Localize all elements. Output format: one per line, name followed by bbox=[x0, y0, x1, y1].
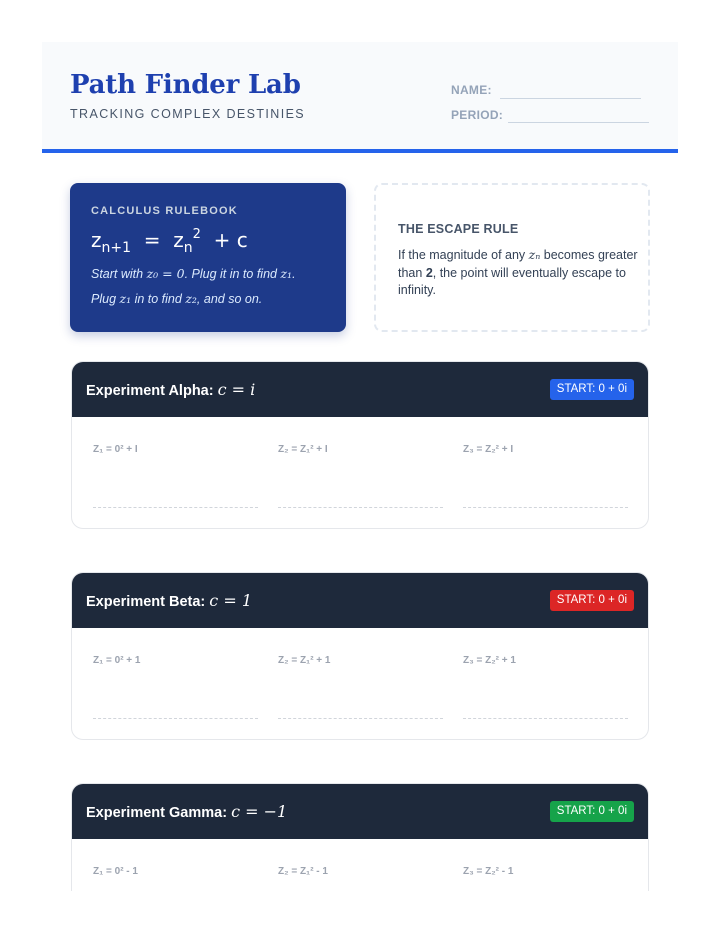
rulebook-card bbox=[70, 183, 346, 332]
experiment-constant: c = i bbox=[217, 380, 256, 399]
start-badge: START: 0 + 0i bbox=[550, 801, 634, 822]
formula-equals: = bbox=[143, 228, 161, 252]
escape-rule-card bbox=[374, 183, 650, 332]
note-math: z₂ bbox=[185, 291, 197, 306]
name-field[interactable] bbox=[500, 98, 641, 99]
iteration-formula bbox=[91, 227, 248, 256]
escape-text: , the point will eventually escape to infinity. bbox=[398, 265, 626, 297]
formula-sub-lhs: n+1 bbox=[101, 240, 132, 256]
step-2-answer-line[interactable] bbox=[278, 718, 443, 719]
note-math: z₁ bbox=[280, 266, 293, 281]
step-1-answer-line[interactable] bbox=[93, 507, 258, 508]
start-badge: START: 0 + 0i bbox=[550, 590, 634, 611]
step-3-answer-line[interactable] bbox=[463, 718, 628, 719]
experiment-constant: c = −1 bbox=[231, 802, 288, 821]
experiment-alpha-card bbox=[71, 361, 649, 529]
experiment-gamma-card bbox=[71, 783, 649, 891]
rulebook-note-line1 bbox=[91, 266, 296, 281]
step-2-label: Z₂ = Z₁² + I bbox=[278, 444, 328, 455]
note-text: in to find bbox=[131, 292, 186, 306]
step-3-label: Z₃ = Z₂² + 1 bbox=[463, 655, 516, 666]
note-text: Plug bbox=[91, 292, 120, 306]
step-3-label: Z₃ = Z₂² - 1 bbox=[463, 866, 514, 877]
experiment-name: Experiment Alpha: bbox=[86, 383, 214, 399]
note-text: . Plug it in to find bbox=[184, 267, 281, 281]
step-3-label: Z₃ = Z₂² + I bbox=[463, 444, 514, 455]
note-text: . bbox=[292, 267, 296, 281]
experiment-title bbox=[86, 802, 287, 821]
experiment-header bbox=[72, 362, 648, 417]
name-label: NAME: bbox=[451, 83, 492, 97]
page-title: Path Finder Lab bbox=[70, 70, 301, 100]
escape-rule-text bbox=[398, 246, 638, 300]
step-1-label: Z₁ = 0² - 1 bbox=[93, 866, 138, 877]
step-1-label: Z₁ = 0² + 1 bbox=[93, 655, 141, 666]
step-3-answer-line[interactable] bbox=[463, 507, 628, 508]
formula-z-lhs: z bbox=[91, 228, 102, 252]
experiment-title bbox=[86, 591, 252, 610]
step-2-label: Z₂ = Z₁² + 1 bbox=[278, 655, 331, 666]
experiment-constant: c = 1 bbox=[209, 591, 253, 610]
note-math: z₁ bbox=[119, 291, 132, 306]
rulebook-note-line2 bbox=[91, 291, 262, 306]
escape-threshold: 2 bbox=[425, 265, 433, 280]
note-text: , and so on. bbox=[196, 292, 263, 306]
experiment-header bbox=[72, 573, 648, 628]
note-math: z₀ = 0 bbox=[146, 266, 185, 281]
experiment-beta-card bbox=[71, 572, 649, 740]
escape-math: zₙ bbox=[528, 247, 541, 262]
step-1-answer-line[interactable] bbox=[93, 718, 258, 719]
escape-rule-title: THE ESCAPE RULE bbox=[398, 222, 519, 236]
step-2-label: Z₂ = Z₁² - 1 bbox=[278, 866, 328, 877]
experiment-name: Experiment Beta: bbox=[86, 594, 206, 610]
note-text: Start with bbox=[91, 267, 147, 281]
experiment-title bbox=[86, 380, 255, 399]
start-badge: START: 0 + 0i bbox=[550, 379, 634, 400]
experiment-name: Experiment Gamma: bbox=[86, 805, 228, 821]
formula-sub-rhs: n bbox=[183, 240, 193, 256]
formula-exponent: 2 bbox=[192, 227, 201, 242]
worksheet-header bbox=[42, 42, 678, 153]
escape-text: If the magnitude of any bbox=[398, 248, 529, 262]
experiment-header bbox=[72, 784, 648, 839]
formula-plus-c: + c bbox=[213, 228, 248, 252]
step-1-label: Z₁ = 0² + I bbox=[93, 444, 138, 455]
formula-z-rhs: z bbox=[173, 228, 184, 252]
step-2-answer-line[interactable] bbox=[278, 507, 443, 508]
period-label: PERIOD: bbox=[451, 108, 504, 122]
page-subtitle: TRACKING COMPLEX DESTINIES bbox=[70, 107, 306, 121]
period-field[interactable] bbox=[508, 122, 649, 123]
escape-text: becomes greater than bbox=[398, 248, 638, 280]
rulebook-label: CALCULUS RULEBOOK bbox=[91, 205, 238, 217]
